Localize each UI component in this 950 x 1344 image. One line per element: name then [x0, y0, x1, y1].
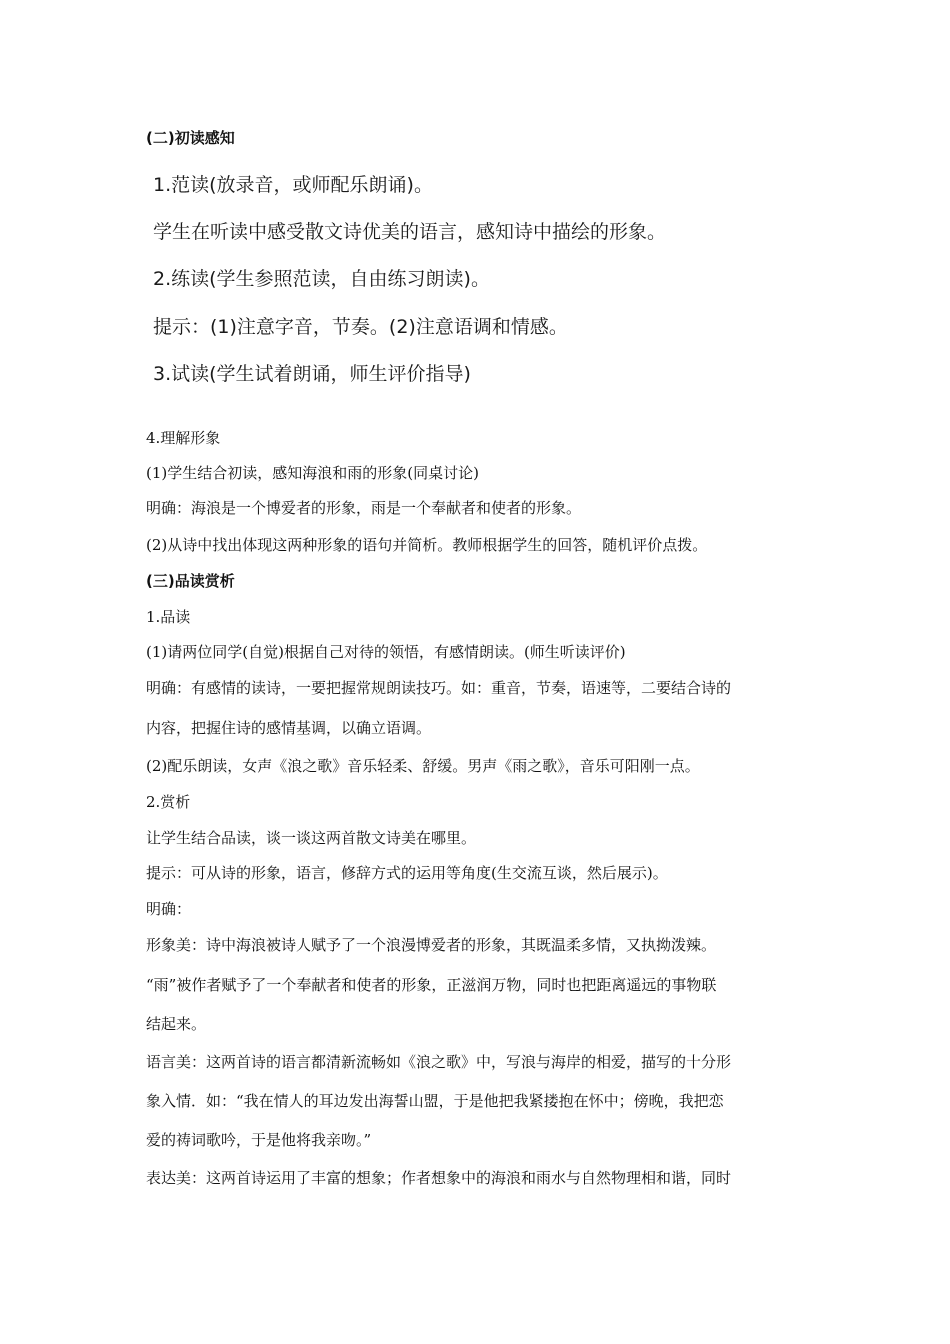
- image-line-4: 提示：(1)注意字音，节奏。(2)注意语调和情感。: [153, 316, 568, 338]
- scanned-text-image: [146, 160, 686, 395]
- paragraph-line: 提示：可从诗的形象，语言，修辞方式的运用等角度(生交流互谈，然后展示)。: [146, 864, 668, 882]
- paragraph-line: 象入情．如：“我在情人的耳边发出海誓山盟，于是他把我紧搂抱在怀中；傍晚，我把恋: [146, 1092, 724, 1110]
- paragraph-line: 结起来。: [146, 1015, 207, 1033]
- image-line-2: 学生在听读中感受散文诗优美的语言，感知诗中描绘的形象。: [153, 221, 667, 243]
- paragraph-line: 明确：海浪是一个博爱者的形象，雨是一个奉献者和使者的形象。: [146, 499, 582, 517]
- paragraph-line: (2)配乐朗读，女声《浪之歌》音乐轻柔、舒缓。男声《雨之歌》，音乐可阳刚一点。: [146, 757, 700, 775]
- paragraph-line: 内容，把握住诗的感情基调，以确立语调。: [146, 719, 432, 737]
- paragraph-line: (1)学生结合初读，感知海浪和雨的形象(同桌讨论): [146, 464, 479, 482]
- section-heading-appreciation: (三)品读赏析: [146, 572, 235, 590]
- paragraph-line: 爱的祷词歌吟，于是他将我亲吻。”: [146, 1131, 372, 1149]
- paragraph-line: 1.品读: [146, 608, 191, 626]
- paragraph-line: “雨”被作者赋予了一个奉献者和使者的形象，正滋润万物，同时也把距离遥远的事物联: [146, 976, 717, 994]
- paragraph-line: 明确：: [146, 900, 192, 918]
- paragraph-line: 语言美：这两首诗的语言都清新流畅如《浪之歌》中，写浪与海岸的相爱，描写的十分形: [146, 1053, 732, 1071]
- paragraph-line: 2.赏析: [146, 793, 191, 811]
- paragraph-line: 形象美：诗中海浪被诗人赋予了一个浪漫博爱者的形象，其既温柔多情，又执拗泼辣。: [146, 936, 717, 954]
- paragraph-line: 明确：有感情的读诗，一要把握常规朗读技巧。如：重音，节奏，语速等，二要结合诗的: [146, 679, 732, 697]
- section-heading-first-reading: (二)初读感知: [146, 129, 235, 147]
- paragraph-line: 表达美：这两首诗运用了丰富的想象；作者想象中的海浪和雨水与自然物理相和谐，同时: [146, 1169, 732, 1187]
- image-line-3: 2.练读(学生参照范读，自由练习朗读)。: [153, 268, 490, 290]
- paragraph-line: (1)请两位同学(自觉)根据自己对待的领悟，有感情朗读。(师生听读评价): [146, 643, 626, 661]
- image-line-1: 1.范读(放录音，或师配乐朗诵)。: [153, 174, 433, 196]
- image-line-5: 3.试读(学生试着朗诵，师生评价指导): [153, 363, 471, 385]
- paragraph-line: 让学生结合品读，谈一谈这两首散文诗美在哪里。: [146, 829, 477, 847]
- paragraph-line: 4.理解形象: [146, 429, 221, 447]
- paragraph-line: (2)从诗中找出体现这两种形象的语句并简析。教师根据学生的回答，随机评价点拨。: [146, 536, 708, 554]
